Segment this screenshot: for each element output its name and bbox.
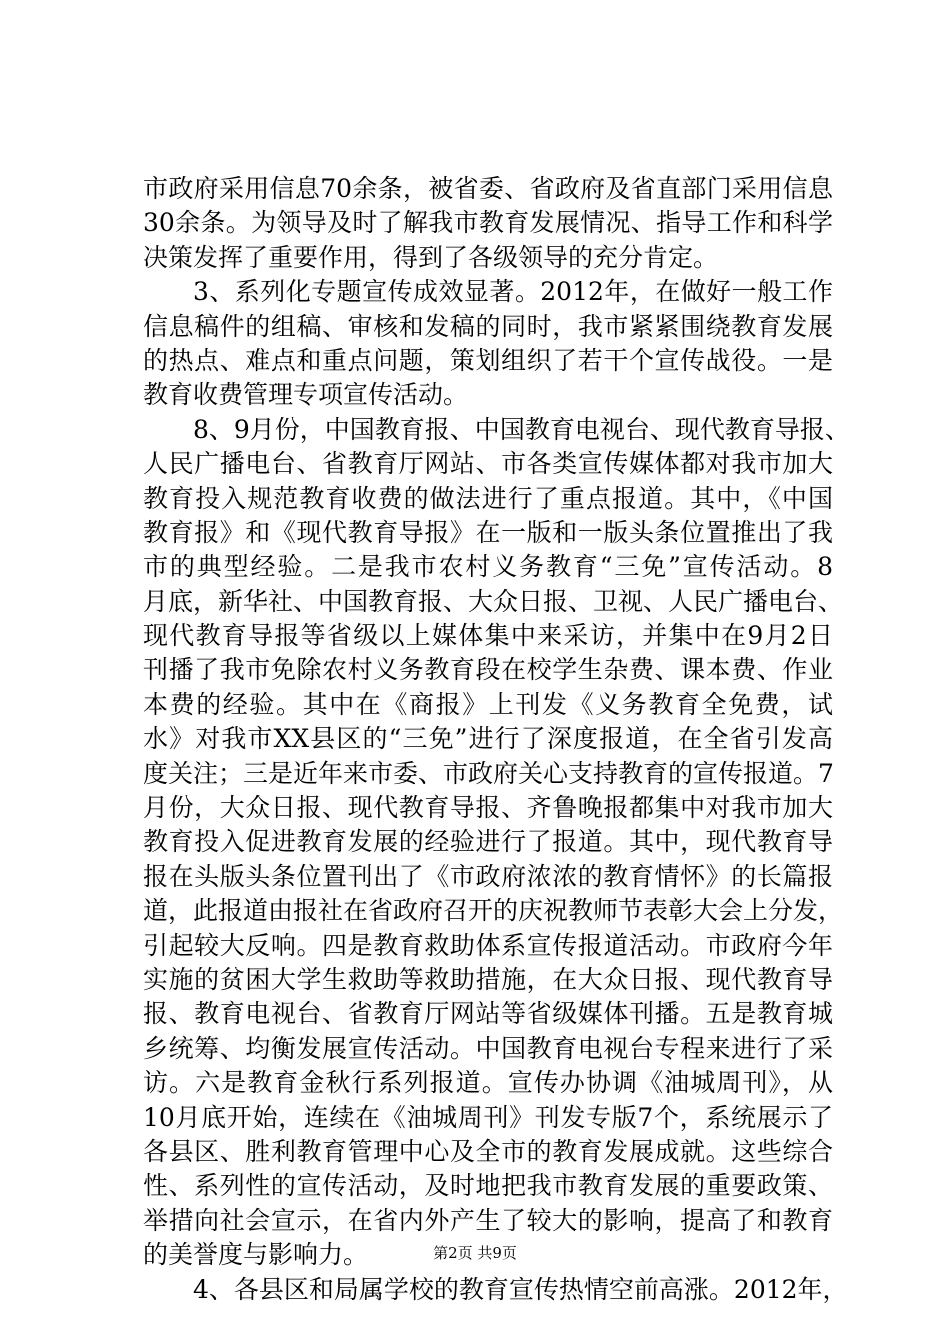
text-line: 的美誉度与影响力。: [143, 1240, 369, 1270]
text-line: 水》对我市XX县区的“三免”进行了深度报道，在全省引发高: [143, 724, 833, 754]
paragraph-start-line: 4、各县区和局属学校的教育宣传热情空前高涨。2012年，: [193, 1274, 848, 1304]
text-line: 度关注；三是近年来市委、市政府关心支持教育的宣传报道。7: [143, 758, 834, 788]
text-line: 市的典型经验。二是我市农村义务教育“三免”宣传活动。8: [143, 552, 833, 582]
text-line: 报、教育电视台、省教育厅网站等省级媒体刊播。五是教育城: [143, 999, 833, 1029]
text-line: 30余条。为领导及时了解我市教育发展情况、指导工作和科学: [143, 208, 833, 238]
text-line: 报在头版头条位置刊出了《市政府浓浓的教育情怀》的长篇报: [143, 861, 833, 891]
text-line: 刊播了我市免除农村义务教育段在校学生杂费、课本费、作业: [143, 655, 833, 685]
text-line: 本费的经验。其中在《商报》上刊发《义务教育全免费，试: [143, 689, 833, 719]
text-line: 访。六是教育金秋行系列报道。宣传办协调《油城周刊》，从: [143, 1068, 833, 1098]
text-line: 各县区、胜利教育管理中心及全市的教育发展成就。这些综合: [143, 1136, 833, 1166]
page-number-footer: 第2页 共9页: [433, 1244, 517, 1262]
text-line: 实施的贫困大学生救助等救助措施，在大众日报、现代教育导: [143, 964, 833, 994]
text-line: 教育投入规范教育收费的做法进行了重点报道。其中，《中国: [143, 483, 833, 513]
text-line: 教育收费管理专项宣传活动。: [143, 380, 469, 410]
text-line: 市政府采用信息70余条，被省委、省政府及省直部门采用信息: [143, 174, 833, 203]
text-line: 教育投入促进教育发展的经验进行了报道。其中，现代教育导: [143, 827, 833, 857]
text-line: 道，此报道由报社在省政府召开的庆祝教师节表彰大会上分发，: [143, 896, 844, 926]
text-line: 举措向社会宣示，在省内外产生了较大的影响，提高了和教育: [143, 1205, 833, 1235]
text-line: 决策发挥了重要作用，得到了各级领导的充分肯定。: [143, 242, 719, 272]
text-line: 性、系列性的宣传活动，及时地把我市教育发展的重要政策、: [143, 1171, 833, 1201]
body-text: [143, 172, 850, 1307]
text-line: 月底，新华社、中国教育报、大众日报、卫视、人民广播电台、: [143, 586, 844, 616]
paragraph-start-line: 8、9月份，中国教育报、中国教育电视台、现代教育导报、: [193, 414, 850, 444]
text-line: 月份，大众日报、现代教育导报、齐鲁晚报都集中对我市加大: [143, 793, 833, 823]
text-line: 的热点、难点和重点问题，策划组织了若干个宣传战役。一是: [143, 345, 833, 375]
paragraph-start-line: 3、系列化专题宣传成效显著。2012年，在做好一般工作: [193, 277, 833, 307]
text-line: 现代教育导报等省级以上媒体集中来采访，并集中在9月2日: [143, 621, 833, 651]
text-line: 乡统筹、均衡发展宣传活动。中国教育电视台专程来进行了采: [143, 1033, 833, 1063]
text-line: 人民广播电台、省教育厅网站、市各类宣传媒体都对我市加大: [143, 449, 833, 479]
text-line: 信息稿件的组稿、审核和发稿的同时，我市紧紧围绕教育发展: [143, 311, 833, 341]
text-line: 10月底开始，连续在《油城周刊》刊发专版7个，系统展示了: [143, 1102, 833, 1132]
text-line: 教育报》和《现代教育导报》在一版和一版头条位置推出了我: [143, 517, 833, 547]
text-line: 引起较大反响。四是教育救助体系宣传报道活动。市政府今年: [143, 930, 833, 960]
